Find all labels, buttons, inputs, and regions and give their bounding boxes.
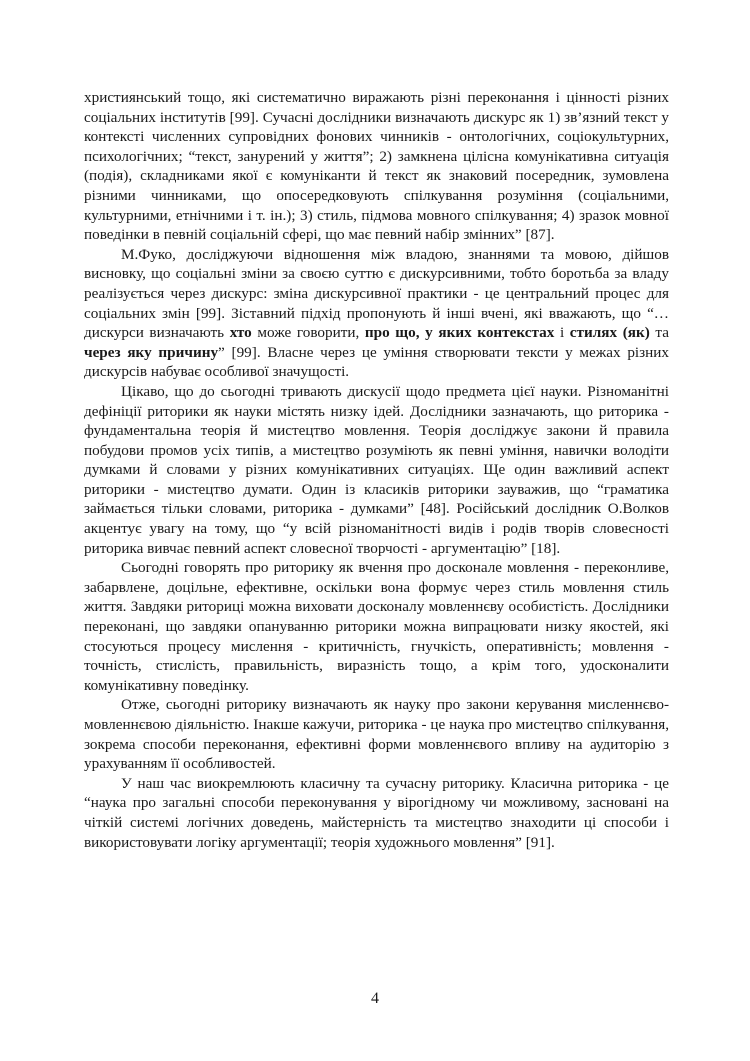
- paragraph-foucault: [84, 245, 669, 382]
- emphasis-styles-how: стилях (як): [569, 324, 650, 342]
- emphasis-for-what-reason: через яку причину: [84, 343, 219, 361]
- paragraph-foucault-text-e: та: [649, 324, 669, 342]
- paragraph-foucault-text-f: ” [99]. Власне через це уміння створювати тексти у межах різних дискурсів набуває особливої значущості.: [84, 343, 669, 381]
- page-number: 4: [371, 990, 379, 1007]
- paragraph-foucault-text-d: і: [554, 324, 570, 342]
- page-body: [84, 88, 669, 852]
- emphasis-about-what-contexts: про що, у яких контекстах: [364, 324, 555, 342]
- paragraph-rhetoric-today: Сьогодні говорять про риторику як вчення про досконале мовлення - переконливе, забарвлене, доцільне, ефективне, оскільки вона формує через стиль мовлення стиль життя. Завдяки риториці можна виховати досконалу мовленнєву особистість. Дослідники переконані, що завдяки опануванню риторики можна випрацювати низку якостей, які стосуються процесу мислення - критичність, гнучкість, оперативність; мовлення - точність, стислість, правильність, виразність тощо, а крім того, удосконалити комунікативну поведінку.: [84, 559, 669, 694]
- paragraph-classical-rhetoric: У наш час виокремлюють класичну та сучасну риторику. Класична риторика - це “наука про загальні способи переконування у вірогідному чи можливому, засновані на чіткій системі логічних доведень, майстерність та мистецтво знаходити ці способи і використовувати логіку аргументації; теорія художнього мовлення” [91].: [84, 774, 669, 851]
- emphasis-who: хто: [229, 324, 252, 342]
- paragraph-rhetoric-science: Отже, сьогодні риторику визначають як науку про закони керування мисленнєво-мовленнєвою діяльністю. Інакше кажучи, риторика - це наука про мистецтво спілкування, зокрема способи переконання, ефективні форми мовленнєвого впливу на аудиторію з урахуванням її особливостей.: [84, 696, 669, 773]
- paragraph-foucault-text-c: може говорити,: [251, 324, 365, 342]
- paragraph-foucault-text-a: М.Фуко, досліджуючи відношення між владою, знаннями та мовою, дійшов висновку, що соціальні зміни за своєю суттю є дискурсивними, тобто боротьба за владу реалізується через дискурс: зміна дискурсивної практики - це центральний процес для соціальних змін [99]. Зіставний підхід пропонують й інші вчені, які вважають, що “…дискурси визначають: [84, 245, 669, 342]
- paragraph-rhetoric-definitions: Цікаво, що до сьогодні тривають дискусії щодо предмета цієї науки. Різноманітні дефініції риторики як науки містять низку ідей. Дослідники зазначають, що риторика - фундаментальна теорія й мистецтво мовлення. Теорія досліджує закони й правила побудови промов усіх типів, а мистецтво розуміють як певні уміння, навички володіти думками й словами у різних комунікативних ситуаціях. Ще один важливий аспект риторики - мистецтво думати. Один із класиків риторики зауважив, що “граматика займається тільки словами, риторика - думками” [48]. Російський дослідник О.Волков акцентує увагу на тому, що “у всій різноманітності видів і родів творів словесності риторика вивчає певний аспект словесної творчості - аргументацію” [18].: [84, 382, 669, 557]
- paragraph-discourse-definitions: християнський тощо, які систематично виражають різні переконання і цінності різних соціальних інститутів [99]. Сучасні дослідники визначають дискурс як 1) зв’язний текст у контексті численних супровідних фонових чинників - онтологічних, соціокультурних, психологічних; “текст, занурений у життя”; 2) замкнена цілісна комунікативна ситуація (подія), складниками якої є комуніканти й текст як знаковий посередник, зумовлена різними чинниками, що опосередковують спілкування розуміння (соціальними, культурними, етнічними і т. ін.); 3) стиль, підмова мовного спілкування; 4) зразок мовної поведінки в певній соціальній сфері, що має певний набір змінних” [87].: [84, 89, 669, 244]
